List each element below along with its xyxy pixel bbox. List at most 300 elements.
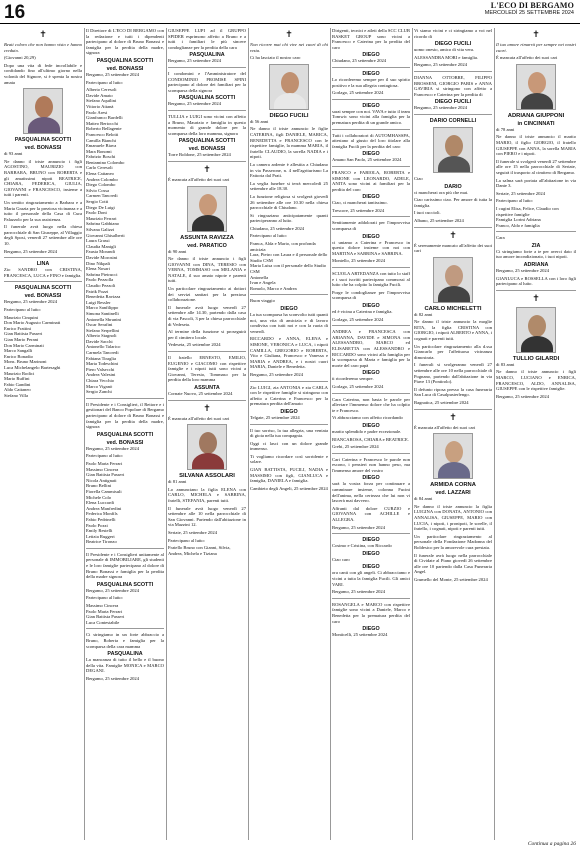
obit-text: La veglia funebre si terrà mercoledì 25 settembre alle 18.30. — [250, 180, 328, 192]
divider — [168, 67, 246, 68]
participant: Luca Michelangelo Bartesaghi — [4, 364, 61, 370]
place-date: Telgate, 25 settembre 2024 — [250, 414, 300, 420]
participant: Gian Mario Perani — [4, 337, 39, 342]
participant: Fabrizio Boschi — [86, 154, 116, 160]
participant: Diego Colombo — [86, 182, 116, 188]
age: di 93 anni — [4, 151, 23, 157]
participant: Oscar Serafini — [86, 322, 113, 328]
cross-icon: ✝ — [39, 30, 47, 40]
deceased-name: PASQUALINA — [189, 52, 225, 59]
participants-list — [4, 315, 82, 399]
obit-intro: Ci ha lasciato il nostro caro — [250, 55, 301, 61]
obit-text: Vi abbracciamo con affetto ricordando — [332, 415, 403, 421]
participant: Stefano Villa — [4, 392, 29, 398]
participant: Marta Todeschini — [86, 361, 119, 367]
participant: Beatrice Tironzo — [86, 539, 117, 545]
deceased-name: PASQUALINA SCOTTI — [14, 137, 72, 144]
cross-icon: ✝ — [532, 30, 540, 40]
obit-text: Ne danno il triste annuncio le figlie CATERINA, figli DANIELE, MARICA, BENEDETTA e FRANCESCO con le rispettive famiglie, la mamma MARIA, il fratello CLAUDIO, la sorella NADIA e i nipoti. — [250, 126, 328, 160]
participant: Stefano Serpellini — [86, 327, 120, 333]
deceased-name: LINA — [36, 261, 50, 268]
obit-text: La salma sarà portata all'abitazione in via Dante 3. — [496, 177, 576, 189]
participant: Beniamino Colombo — [86, 159, 125, 165]
obit-intro: È mancata all'affetto dei suoi cari — [414, 424, 476, 430]
participant: Francesco Belotti — [86, 131, 119, 137]
deceased-name: ARMIDA CORNA — [430, 482, 476, 489]
place-date: Bergamo, 25 settembre 2024 — [414, 105, 467, 111]
participant: Gianfranco Bardelli — [86, 115, 123, 121]
deceased-name: PASQUALINA SCOTTI — [96, 431, 154, 438]
participant: Silvio Cossa — [86, 187, 110, 193]
age: di 56 anni — [250, 118, 269, 124]
obit-text: Tutti i collaboratori di AUTOMHASSPA, attestano al giusto del loro titolare alla famiglia Fucili per la perdita del caro — [332, 132, 410, 149]
obit-text: Il Presidente e i Consiglieri unitamente al personale di IMMOBILIARE, gli studenti e le loro famiglie partecipano al dolore di Bruno Bonassi e famiglia per la perdita della madre signora — [86, 551, 164, 580]
place-date: Gorlago, 25 settembre 2024 — [332, 383, 384, 389]
participant: Dino Nikpali — [86, 260, 111, 266]
place-date: Bergamo, 25 settembre 2024 — [4, 299, 57, 305]
obit-intro: Buon viaggio — [250, 298, 275, 304]
obit-text: Cosimo e Cristina, con Riccardo — [332, 543, 392, 549]
cross-icon: ✝ — [449, 412, 457, 423]
deceased-name: ZIA — [531, 242, 541, 249]
divider — [332, 166, 410, 167]
deceased-name: ADRIANA — [523, 262, 549, 269]
participant: Maurizio Rodici — [4, 370, 35, 376]
obit-text: Un particolare ringraziamento al personale della Fondazione Madonna del Boldesico per la amorevole cura prestata. — [414, 533, 492, 550]
age: di 84 anni — [414, 496, 433, 502]
participant: Federica Monfils — [86, 511, 118, 517]
deceased-name: DIEGO — [362, 537, 380, 544]
participants-list — [86, 461, 164, 545]
place-date: Chiudano, 25 settembre 2024 — [332, 58, 387, 64]
obit-text: ora canti con gli angeli. Ci abbracciamo e vicini a tutta la famiglia Fucili. Gli amici VARI. — [332, 570, 410, 587]
participant: Don Mario Carminati — [4, 342, 44, 348]
place-date: Vedeseta, 25 settembre 2024 — [168, 342, 221, 348]
obit-text: ti ricorderemo sempre. — [332, 376, 374, 382]
participant: Sabrina Gabbiano — [86, 221, 120, 227]
deceased-status: ved. BONASSI — [188, 146, 226, 153]
obit-text: Il funerale avrà luogo venerdì 27 settembre alle 14.30, partendo dalla casa di via Pascoli, 3 per la chiesa parrocchiale di Vedeseta. — [168, 304, 246, 327]
divider — [496, 231, 576, 232]
place-date: Trescore, 25 settembre 2024 — [332, 207, 385, 213]
deceased-name: DIEGO — [280, 408, 298, 415]
obit-text: Un particolare ringraziamento ai dottori dei servizi sanitari per la preziosa collaborazione. — [168, 286, 246, 303]
place-date: Gorlago, 25 settembre 2024 — [332, 316, 384, 322]
place-date: Monticelli, 25 settembre 2024 — [332, 632, 388, 638]
deceased-name: PASQUALINA — [107, 651, 143, 658]
participant: Fabio Pedrinelli — [86, 516, 116, 522]
quote: Beati coloro che non hanno visto e hanno creduto. — [4, 42, 82, 53]
place-date: Cambieto degli Angeli, 25 settembre 2024 — [250, 485, 328, 491]
column-divider — [166, 28, 167, 840]
deceased-name: ASSUNTA — [194, 384, 220, 391]
obit-text: Il Direttore di L'ECO DI BERGAMO con la redazione e tutti i dipendenti partecipano al dolore di Bruno Bonassi e famiglia per la perdita della madre, signora — [86, 28, 164, 56]
participant: Bruno Bellini — [86, 483, 112, 489]
obit-text: Dopo una vita di fede incrollabile e confidando fino all'ultimo giorno nella volontà del Signore, si è spenta la nostra amata — [4, 62, 82, 85]
obit-intro: È mancata all'affetto dei suoi cari — [168, 415, 230, 421]
obit-text: La funzione religiosa si svolgerà giovedì 26 settembre alle ore 10.30 nella chiesa parrocchiale di Chiudano. — [250, 193, 328, 211]
place-date: Bergamo, 25 settembre 2024 — [86, 71, 139, 77]
participant: Maurizio Ferrari — [86, 215, 117, 221]
participant: Vittorio Attanà — [86, 103, 114, 109]
quote-source: (Giovanni 20,29) — [4, 55, 36, 61]
obit-text: GIAN BATTISTA, FUCILI, NADIA e MASSIMO con figli, GIANLUCA e famiglia, DANIELA e famiglia. — [250, 467, 328, 484]
obit-intro: Cara — [496, 235, 505, 241]
participant: Fratello Bruno con Gianni, Silvia, Andrea, Michela e Tiziana — [168, 545, 231, 556]
obit-text: Ne danno il triste annuncio i figli GIOVANNI con DINA, TERESIO con VERNA, TOMMASO con MELANIA e NATALE, il suo amato nipote e parenti tutti. — [168, 256, 246, 284]
participant: Luca Contestabile — [86, 619, 120, 625]
cross-icon: ✝ — [203, 403, 211, 414]
deceased-name: DIEGO — [362, 70, 380, 77]
participants-list — [86, 87, 164, 395]
participant: Paolo Maria Ferrari — [86, 608, 123, 614]
divider — [168, 400, 246, 401]
obit-text: Lo ricorderemo sempre per il suo spirito positivo e la sua allegria contagiosa. — [332, 76, 410, 88]
obit-text: Ciao carissimo ciao. Per amore di tutta la famiglia. — [414, 197, 492, 208]
divider — [250, 294, 328, 295]
place-date: Albano, 25 settembre 2024 — [414, 217, 464, 223]
participant: Alberto Stagnoli — [86, 333, 117, 339]
participants-label: Partecipano al lutto: — [168, 537, 205, 543]
participant: Silvana Galizzi — [86, 227, 115, 232]
deceased-status: in CINCINNATI — [517, 120, 555, 127]
column-4 — [250, 28, 328, 840]
deceased-name: DIEGO — [362, 151, 380, 158]
participant: Luigi Ressler — [86, 299, 111, 305]
participant: Diego De Luigi — [86, 204, 115, 210]
obit-text: Il defunto riposa presso la casa funeraria San Luca di Casalpusterlengo. — [414, 386, 492, 398]
participant: Famiglia Lorini Adriana — [496, 217, 541, 223]
participant: Antonella Sbrunini — [86, 316, 122, 322]
obit-text: Il funerale avrà luogo venerdì 27 settembre alle 10 nella parrocchiale di San Giovanni. Partendo dall'abitazione in via Mazzini 12. — [168, 505, 246, 528]
obit-text: Cara Caterina, non basta le parole per alleviare l'immenso dolore che ha colpito te e Francesco. — [332, 396, 410, 413]
deceased-name: PASQUALINA SCOTTI — [178, 95, 236, 102]
deceased-name: TULLIO GILARDI — [512, 355, 560, 362]
divider — [86, 628, 164, 629]
participant: Andrea Manfredini — [86, 505, 122, 511]
obit-text: Ne danno il triste annuncio i figli AGOSTINO, MAURIZIO con BARBARA, BRUNO con ROBERTA e gli amatissimi nipoti BEATRICE, CHIARA, FEDERICA, GIULIA, GIOVANNI e FRANCESCO, insieme a tutti i parenti. — [4, 158, 82, 198]
participant: Don Mario Augusto Carminati — [4, 320, 61, 326]
obit-text: Ne danno il triste annuncio la figlia LUIGINA con DONATA, ANTONIO con ANNALISA, GIUSEPPE, MARIO con LUCIA, i nipoti, i pronipoti, le sorelle, il fratello, i cognati, nipoti e parenti tutti. — [414, 503, 492, 532]
deceased-name: DIEGO — [280, 306, 298, 312]
participants-list — [496, 206, 576, 228]
cross-icon: ✝ — [203, 164, 211, 175]
portrait-photo — [187, 186, 227, 232]
participant: I cugini Elisa, Felice, Claudio con rispettive famiglie — [496, 205, 559, 217]
obit-text: uomo onesto, amico di vita vera. — [414, 47, 475, 53]
participant: Massimo Cincera — [86, 466, 119, 472]
participant: Camilla Bianchi — [86, 137, 116, 143]
participant: Mario Ruffini — [4, 376, 30, 382]
participant: Enrico Bonadio — [4, 353, 33, 359]
participant: Elena Luccardi — [86, 500, 114, 506]
place-date: Amano San Paolo, 25 settembre 2024 — [332, 157, 402, 163]
obit-text: I funerali si svolgeranno venerdì 27 settembre alle ore 10 nella parrocchiale di Pognano, partendo dall'abitazione in via Piave 13 (Pontirolo). — [414, 362, 492, 385]
place-date: Chiudano, 25 settembre 2024 — [250, 225, 305, 231]
place-date: Bagnatica, 25 settembre 2024 — [414, 400, 469, 405]
column-3 — [168, 28, 246, 840]
divider — [86, 548, 164, 549]
participant: Davide Morosini — [86, 254, 118, 260]
participant: Emily Restelli — [86, 528, 113, 534]
obit-intro: È serenamente mancato all'affetto dei suoi cari — [414, 242, 492, 254]
obit-text: ANDREA e FRANCESCA con ARIANNA, DAVIDE e SIMONA con ALESSANDRO, MARCO ed ELISABETTA con ALESSANDRO e RICCARDO sono vicini alla famiglia per la scomparsa di Marta e famiglia per la morte del caro papà — [332, 329, 410, 368]
place-date: Cornate Nuovo, 25 settembre 2024 — [168, 390, 233, 396]
participant: Michele Colo — [86, 494, 112, 500]
participant: Lara, Pietro con Laura e il personale dello Studio CSM — [250, 252, 328, 263]
obit-text: TULLIA e LUIGI sono vicini con affetto a Bruno, Maurizio e famiglia in questo momento di grande dolore per la scomparsa della loro mamma, signora — [168, 113, 246, 136]
column-divider — [330, 28, 331, 840]
deceased-name: DIEGO — [362, 550, 380, 557]
participants-label: Partecipano al lutto: — [250, 233, 287, 239]
participant: Carmela Tancredi — [86, 350, 119, 356]
place-date: Bergamo, 25 settembre 2024 — [86, 445, 139, 451]
obit-text: Lo annunciano la figlia ELENA con CARLO, MICHELA e SABRINA, fratelli, STEFANIA, parenti tutti. — [168, 486, 246, 503]
obit-text: Oggi ci lasci con un dolore grande immenso. — [250, 440, 328, 452]
portrait-photo — [187, 424, 227, 470]
participant: Chiara Vecchio — [86, 378, 115, 384]
divider — [414, 227, 492, 228]
divider — [496, 290, 576, 291]
obit-text: marito splendido e padre eccezionale. — [332, 428, 402, 434]
portrait-photo — [433, 127, 473, 173]
obit-text: Il tuo sorriso, la tua allegria, una ventata di gioia nella tua compagnia. — [250, 427, 328, 439]
obit-text: Porge le condoglianze per l'improvvisa scomparsa di — [332, 289, 410, 301]
obit-text: I tuoi cuccioli. — [414, 210, 441, 216]
deceased-name: PASQUALINA SCOTTI — [96, 581, 154, 588]
participant: Laura Grassi — [86, 238, 110, 244]
obit-text: Ci stringiamo forte a te per averci dato il tuo amore incondizionato, i tuoi nipoti. — [496, 248, 576, 260]
place-date: Bergamo, 25 settembre 2024 — [496, 268, 549, 274]
obit-text: La mancanza di tutto il bello e il buono della vita. Famiglie MONICA e MARCO DEGANI. — [86, 657, 164, 674]
participants-label: Partecipano al lutto: — [86, 453, 123, 459]
deceased-name: DARIO CORNELLI — [429, 117, 477, 124]
participant: Stefano Aquilini — [86, 98, 117, 104]
participant: Maurizio Cinquini — [4, 314, 39, 320]
obit-text: Ne danno il triste annuncio il marito MARIO, il figlio GIORGIO, il fratello GIUSEPPE con ANNA, la sorella MARIA con PIERO e i nipoti. — [496, 134, 576, 157]
deceased-status: ved. BONASSI — [106, 65, 144, 72]
place-date: Bergamo, 25 settembre 2024 — [4, 248, 57, 254]
obit-intro: Ciao — [414, 175, 423, 181]
place-date: Bergamo, 25 settembre 2024 — [250, 371, 303, 377]
place-date: Bergamo, 25 settembre 2024 — [332, 524, 385, 530]
participant: Franca, Alda e Mario, con profonda amicizia — [250, 241, 316, 252]
participant: Letizia Ruggeri — [86, 533, 115, 539]
place-date: Bergamo, 25 settembre 2024 — [86, 675, 139, 681]
obit-text: Un sentito ringraziamento a Barbara e a Maria Grazia per la preziosa vicinanza e a tutto il personale della Casa di Cura Palazzolo per la sua assistenza. — [4, 199, 82, 222]
deceased-name: DIEGO — [362, 303, 380, 309]
participant: Claudia Manigli — [86, 243, 116, 249]
place-date: Bergamo, 25 settembre 2024 — [496, 393, 549, 399]
cross-icon: ✝ — [285, 30, 293, 40]
participants-list — [86, 603, 164, 625]
deceased-name: PASQUALINA SCOTTI — [178, 138, 236, 145]
participant: Fiorella Cammisuli — [86, 488, 122, 494]
participant: Paolo Aresi — [86, 109, 108, 115]
newspaper-name: L'ECO DI BERGAMO — [490, 1, 574, 10]
header-right — [485, 1, 574, 16]
participant: Carmen Tancredi — [86, 193, 118, 199]
participant: Nicola Antignati — [86, 477, 117, 483]
obit-text: Cari Caterina e Francesco le parole non escono, i pensieri non hanno peso, ma l'immenso amore del vostro — [332, 456, 410, 473]
participant: Gian Battista Passeri — [4, 331, 43, 337]
deceased-name: DIEGO FUCILI — [269, 112, 309, 119]
participant: Paolo Pozzi — [86, 522, 108, 528]
column-6 — [414, 28, 492, 840]
obit-text: Si ringraziano anticipatamente quanti parteciperanno al lutto. — [250, 212, 328, 224]
obit-text: Un particolare ringraziamento alla d.ssa Giancarlo per l'affettuosa vicinanza dimostrata. — [414, 343, 492, 360]
participant: Giovanni Ghisalberti — [86, 232, 125, 238]
column-divider — [494, 28, 495, 840]
participant: Franco, Aldo e famiglia — [496, 222, 540, 228]
obit-text: Zio SANDRO con CRISTINA, FRANCESCA, LUCA e FINO e famiglia. — [4, 267, 82, 278]
participant: Sergio Zanchi — [86, 389, 112, 395]
obit-text: GIUSEPPE LUPI ad il GRUPPO SPIDER esprimono affetto a Bruno e a tutti i familiari le più sincere condoglianze per la perdita della cara — [168, 28, 246, 50]
participant: Patrik Pozzi — [86, 288, 109, 294]
deceased-name: DIEGO — [362, 52, 380, 59]
divider — [332, 598, 410, 599]
participant: Massimo Cincera — [86, 603, 119, 609]
deceased-name: ASSUNTA RAVIZZA — [180, 234, 234, 241]
divider — [4, 281, 82, 282]
deceased-name: DIEGO — [362, 102, 380, 109]
divider — [250, 381, 328, 382]
participants-label: Partecipano al lutto: — [496, 198, 533, 204]
participant: Roberto Bellagente — [86, 126, 122, 132]
participant: Elena Cattaneo — [86, 171, 114, 177]
participants-label: Partecipano al lutto: — [86, 595, 123, 601]
column-5 — [332, 28, 410, 840]
obit-text: sarà la vostra forza per continuare a camminare insieme, colonna Fucini dell'anima, nella certezza che lui non vi lascerà mai davvero. — [332, 481, 410, 504]
place-date: Bergamo, 25 settembre 2024 — [332, 589, 385, 595]
obit-text: Vi siamo vicini e ci stringiamo a voi nel ricordo di — [414, 28, 492, 39]
column-1 — [4, 28, 82, 840]
obit-text: Sentitamente addolorati per l'improvvisa scomparsa di — [332, 220, 410, 232]
deceased-status: ved. BONASSI — [24, 145, 62, 152]
obit-text: Ne danno il triste annuncio la moglie RITA, la figlia CRISTINA con GIORGIO, i nipoti ALBERTO e ANNA, i cognati e parenti tutti. — [414, 319, 492, 342]
deceased-name: DIEGO — [362, 475, 380, 482]
column-7 — [496, 28, 576, 840]
obit-text: Dirigenti, tecnici e atleti della SCC CLUB BASKET GROUP sono vicini a Francesco e Caterina per la perdita del caro — [332, 28, 410, 50]
deceased-name: DIEGO — [362, 194, 380, 201]
obit-text: ROSANGELA e MARCO con rispettive famiglie sono vicini a Daniele, Marco e Benedetta per la prematura perdita del caro — [332, 601, 410, 624]
obit-intro: Ciao caro — [332, 556, 350, 562]
place-date: Montello, 25 settembre 2024 — [332, 258, 386, 264]
cross-icon: ✝ — [532, 293, 540, 304]
deceased-name: SILVANA ASSOLARI — [179, 473, 235, 480]
deceased-name: DIEGO FUCILI — [434, 41, 472, 48]
age: di 81 anni — [168, 479, 187, 485]
obit-text: sarai sempre con noi. VAVA e tutto il team Tomwic sono vicini alla famiglia per la prematura perdita di un grande amico. — [332, 108, 410, 125]
obit-intro: È mancata all'affetto dei suoi cari — [168, 176, 230, 182]
participant: Carlo Ceresoli — [86, 165, 113, 171]
obit-text: BIANCAROSA, CHIARA e BEATRICE. — [332, 436, 409, 442]
obit-text: Ne danno il triste annuncio i figli MARCO, LUCIANO e ENRICA, FRANCESCO, ALDO, ANNALISA, GIUSEPPE con le rispettive famiglie. — [496, 369, 576, 392]
participant: Sergio Cotti — [86, 199, 109, 205]
deceased-name: DIEGO — [362, 233, 380, 240]
divider — [332, 325, 410, 326]
divider — [332, 453, 410, 454]
participant: Benedetta Ravizza — [86, 294, 121, 300]
participant: Paolo Maria Ferrari — [86, 460, 123, 466]
deceased-status: ved. LAZZARI — [435, 490, 471, 497]
participant: Aldo Cattaneo — [4, 387, 31, 393]
participant: Elena Nosari — [86, 266, 110, 272]
obit-text: I condomini e l'Amministratore del CONDOMINIO PROMISE SPINI partecipano al dolore dei familiari per la scomparsa della signora — [168, 70, 246, 93]
age: di 82 anni — [414, 311, 433, 317]
deceased-name: DIEGO — [362, 626, 380, 633]
participants-label: Partecipano al lutto: — [4, 307, 41, 313]
participants-label: Partecipano al lutto: — [86, 79, 123, 85]
divider — [332, 216, 410, 217]
obit-text: Il funerale avrà luogo nella chiesa parrocchiale di San Giuseppe, al Villaggio degli Sposi, venerdì 27 settembre alle ore 10. — [4, 224, 82, 247]
obit-text: Al termine della funzione si proseguirà per il cimitero locale. — [168, 329, 246, 340]
participant: Andrea Valesini — [86, 372, 116, 378]
place-date: Bergamo, 25 settembre 2024 — [168, 58, 221, 64]
deceased-name: DIEGO — [362, 370, 380, 377]
divider — [168, 161, 246, 162]
participant: Alberto Ceresoli — [86, 87, 117, 93]
divider — [414, 71, 492, 72]
obit-text: Il funerale si svolgerà venerdì 27 settembre alle ore 15 nella parrocchiale di Seriate, seguirà il trasporto al cimitero di Bergamo. — [496, 158, 576, 175]
place-date: Seriate, 25 settembre 2024 — [168, 529, 217, 535]
participant: Fabiana Tiraglia — [86, 355, 116, 361]
divider — [332, 393, 410, 394]
participant: Ivan e Angela — [250, 280, 276, 286]
obit-text: Il fratello ERNESTO, EMILIO, EUGENIO e GIACOMO con rispettive famiglie e i nipoti tutti sono vicini a Giovanni, Teresio, Tommaso per la perdita della loro mamma — [168, 355, 246, 383]
continued-note: Continua a pagina 26 — [527, 841, 576, 847]
obit-text: Il Presidente e i Consiglieri, il Rettore e i gestionari del Banco Popolare di Bergamo partecipano al dolore di Bruno Bonassi e famiglia per la perdita della madre, signora — [86, 401, 164, 430]
portrait-photo — [269, 64, 309, 110]
place-date: Bergamo, 25 settembre 2024 — [168, 101, 221, 107]
deceased-status: ved. BONASSI — [24, 293, 62, 300]
deceased-name: ADRIANA GIUPPONI — [507, 112, 565, 119]
participant: Davide Amato — [86, 92, 113, 98]
participant: Mara Bonomi — [86, 148, 112, 154]
place-date: Seriate, 25 settembre 2024 — [496, 190, 545, 196]
place-date: Bergamo, 25 settembre 2024 — [86, 587, 139, 593]
column-divider — [412, 28, 413, 840]
obit-text: Zio LUIGI, zia ANTONIA e zia CARLA con le rispettive famiglie si stringono con affetto a Caterina e Francesco per la prematura perdita dell'amato — [250, 384, 328, 407]
obit-text: La camera ardente è allestita a Chiudano in via Passerone, n. 4 nell'agriturismo La Fattoria dal Prati. — [250, 161, 328, 179]
column-divider — [248, 28, 249, 840]
place-date: Torre Boldone, 25 settembre 2024 — [168, 152, 231, 158]
obit-text: Il funerale avrà luogo nella parrocchiale di Cividate al Piano giovedì 26 settembre alle ore 10 partendo dalla Casa Funeraria Angel. — [414, 552, 492, 575]
place-date: Grumello del Monte, 25 settembre 2024 — [414, 576, 488, 582]
participant: Gian Battista Passeri — [86, 614, 125, 620]
participant: Simona Santinelli — [86, 310, 119, 316]
participant: Emanuele Biava — [86, 143, 117, 149]
portrait-photo — [23, 88, 63, 134]
obit-text: La tua scomparsa ha sconvolto tutti quanti noi, una vita di amicizia e di lavoro condivisa con tutti noi e con la ruota di venerdì. — [250, 312, 328, 334]
place-date: Grebi, 25 settembre 2024 — [332, 444, 379, 450]
participant: Maria Luisa con il personale dello Studio CSM — [250, 263, 327, 275]
divider — [332, 67, 410, 68]
page-number: 16 — [4, 2, 26, 23]
participants-list — [250, 241, 328, 291]
page-header — [0, 0, 580, 24]
age: di 83 anni — [496, 361, 515, 367]
participant: Antonella — [250, 274, 269, 280]
deceased-name: DIEGO FUCILI — [434, 99, 472, 106]
divider — [168, 110, 246, 111]
age: di 78 anni — [496, 126, 515, 132]
column-2 — [86, 28, 164, 840]
deceased-status: ved. BONASSI — [106, 439, 144, 446]
deceased-name: PASQUALINA SCOTTI — [96, 57, 154, 64]
quote: Il tuo amore rimarrà per sempre nei nostri cuori. — [496, 42, 576, 53]
divider — [414, 114, 492, 115]
